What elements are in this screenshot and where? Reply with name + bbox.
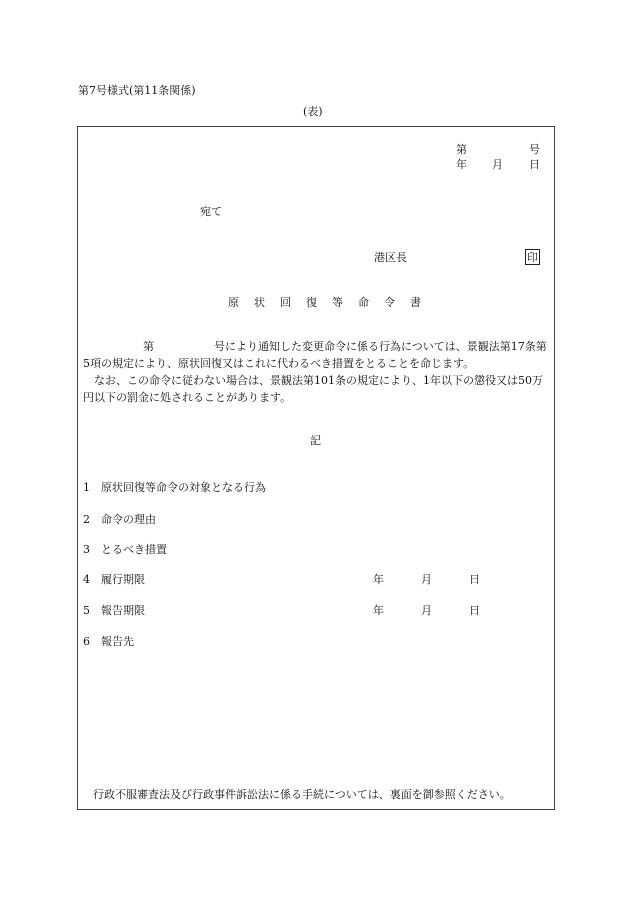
body-paragraph-2: なお、この命令に従わない場合は、景観法第101条の規定により、1年以下の懲役又は50万円以下の罰金に処されることがあります。 bbox=[83, 374, 543, 404]
item-5 bbox=[83, 605, 145, 616]
item-label: 履行期限 bbox=[101, 573, 145, 586]
item-label: 報告先 bbox=[101, 635, 134, 648]
item-number: 2 bbox=[83, 513, 90, 526]
item-4-day: 日 bbox=[469, 573, 480, 586]
title-char: 状 bbox=[254, 296, 265, 309]
item-3 bbox=[83, 544, 167, 555]
title-char: 等 bbox=[332, 296, 343, 309]
seal-mark bbox=[525, 249, 540, 265]
item-1 bbox=[83, 482, 266, 493]
body-p1-dai: 第 bbox=[143, 340, 154, 353]
form-number: 第7号様式(第11条関係) bbox=[78, 84, 196, 97]
item-2 bbox=[83, 514, 156, 525]
date-year-label: 年 bbox=[456, 158, 467, 171]
date-day-label: 日 bbox=[529, 158, 540, 171]
page-side-label: (表) bbox=[303, 105, 323, 118]
seal-glyph: 印 bbox=[527, 250, 538, 264]
item-6 bbox=[83, 636, 134, 647]
ki-label: 記 bbox=[310, 434, 321, 447]
item-number: 5 bbox=[83, 604, 90, 617]
title-char: 書 bbox=[410, 296, 421, 309]
item-number: 4 bbox=[83, 573, 90, 586]
addressee-suffix: 宛て bbox=[200, 205, 222, 218]
title-char: 令 bbox=[384, 296, 395, 309]
item-5-day: 日 bbox=[469, 604, 480, 617]
doc-number-suffix: 号 bbox=[529, 143, 540, 156]
item-label: とるべき措置 bbox=[101, 543, 167, 556]
item-4-year: 年 bbox=[373, 573, 384, 586]
title-char: 回 bbox=[280, 296, 291, 309]
title-char: 復 bbox=[306, 296, 317, 309]
item-label: 原状回復等命令の対象となる行為 bbox=[101, 481, 266, 494]
item-number: 3 bbox=[83, 543, 90, 556]
title-char: 原 bbox=[228, 296, 239, 309]
issuer-name: 港区長 bbox=[374, 251, 407, 264]
footer-note: 行政不服審査法及び行政事件訴訟法に係る手続については、裏面を御参照ください。 bbox=[93, 788, 511, 801]
item-5-year: 年 bbox=[373, 604, 384, 617]
item-number: 6 bbox=[83, 635, 90, 648]
item-4 bbox=[83, 574, 145, 585]
document-frame bbox=[77, 126, 555, 810]
doc-number-prefix: 第 bbox=[456, 143, 467, 156]
item-label: 報告期限 bbox=[101, 604, 145, 617]
title-char: 命 bbox=[358, 296, 369, 309]
body-paragraph-1 bbox=[83, 339, 550, 372]
body-p1-text: 号により通知した変更命令に係る行為については、景観法第17条第5項の規定により、原状回復又はこれに代わるべき措置をとることを命じます。 bbox=[83, 340, 547, 370]
item-4-month: 月 bbox=[421, 573, 432, 586]
item-number: 1 bbox=[83, 481, 90, 494]
item-label: 命令の理由 bbox=[101, 513, 156, 526]
document-title bbox=[228, 297, 421, 308]
date-month-label: 月 bbox=[492, 158, 503, 171]
item-5-month: 月 bbox=[421, 604, 432, 617]
